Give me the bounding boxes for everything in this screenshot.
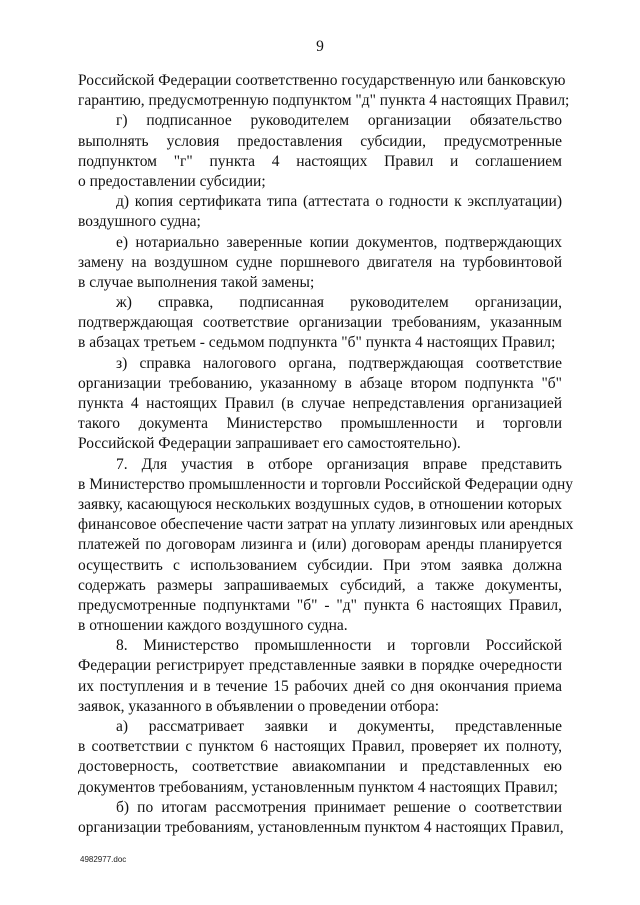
text-line: Федерации регистрирует представленные заявки в порядке очередности <box>78 657 562 675</box>
text-line: содержать размеры запрашиваемых субсидий, а также документы, <box>78 576 562 594</box>
text-line: ж) справка, подписанная руководителем организации, <box>116 294 562 312</box>
text-line: выполнять условия предоставления субсидии, предусмотренные <box>78 132 562 150</box>
page-number: 9 <box>316 38 324 55</box>
text-line: о предоставлении субсидии; <box>78 172 266 190</box>
text-line: в абзацах третьем - седьмом подпункта "б" пункта 4 настоящих Правил; <box>78 334 556 352</box>
text-line: з) справка налогового органа, подтверждающая соответствие <box>116 354 562 372</box>
text-line: г) подписанное руководителем организации обязательство <box>116 112 562 130</box>
text-line: в отношении каждого воздушного судна. <box>78 617 348 635</box>
text-line: подпунктом "г" пункта 4 настоящих Правил и соглашением <box>78 152 562 170</box>
text-line: финансовое обеспечение части затрат на уплату лизинговых или арендных <box>78 516 574 534</box>
text-line: а) рассматривает заявки и документы, представленные <box>116 718 562 735</box>
text-line: их поступления и в течение 15 рабочих дней со дня окончания приема <box>78 677 562 695</box>
text-line: такого документа Министерство промышленности и торговли <box>78 415 562 433</box>
text-line: организации требованию, указанному в абзаце втором подпункта "б" <box>78 374 562 392</box>
text-line: подтверждающая соответствие организации требованиям, указанным <box>78 314 562 332</box>
text-line: достоверность, соответствие авиакомпании и представленных ею <box>78 758 562 776</box>
text-line: гарантию, предусмотренную подпунктом "д" пункта 4 настоящих Правил; <box>78 92 570 110</box>
text-line: осуществить с использованием субсидии. При этом заявка должна <box>78 556 562 574</box>
text-line: б) по итогам рассмотрения принимает решение о соответствии <box>116 798 562 816</box>
text-line: в соответствии с пунктом 6 настоящих Правил, проверяет их полноту, <box>78 738 562 756</box>
text-line: документов требованиям, установленным пунктом 4 настоящих Правил; <box>78 778 558 796</box>
text-line: предусмотренные подпунктами "б" - "д" пункта 6 настоящих Правил, <box>78 596 562 614</box>
text-line: платежей по договорам лизинга и (или) договорам аренды планируется <box>78 536 562 554</box>
text-line: д) копия сертификата типа (аттестата о годности к эксплуатации) <box>116 193 562 211</box>
text-line: Российской Федерации запрашивает его самостоятельно). <box>78 435 461 453</box>
text-line: воздушного судна; <box>78 213 201 231</box>
footer-filename: 4982977.doc <box>80 855 127 864</box>
text-line: заявок, указанного в объявлении о проведении отбора: <box>78 697 440 715</box>
text-line: е) нотариально заверенные копии документов, подтверждающих <box>116 233 562 251</box>
text-line: 8. Министерство промышленности и торговли Российской <box>116 637 562 655</box>
text-line: организации требованиям, установленным пунктом 4 настоящих Правил, <box>78 818 564 836</box>
text-line: 7. Для участия в отборе организация вправе представить <box>116 455 562 473</box>
text-line: пункта 4 настоящих Правил (в случае непредставления организацией <box>78 395 562 412</box>
document-body <box>78 71 574 838</box>
text-line: заявку, касающуюся нескольких воздушных судов, в отношении которых <box>78 495 562 513</box>
text-line: в Министерство промышленности и торговли Российской Федерации одну <box>78 475 574 493</box>
text-line: замену на воздушном судне поршневого двигателя на турбовинтовой <box>78 253 562 271</box>
text-line: Российской Федерации соответственно государственную или банковскую <box>78 72 566 89</box>
text-line: в случае выполнения такой замены; <box>78 273 315 291</box>
